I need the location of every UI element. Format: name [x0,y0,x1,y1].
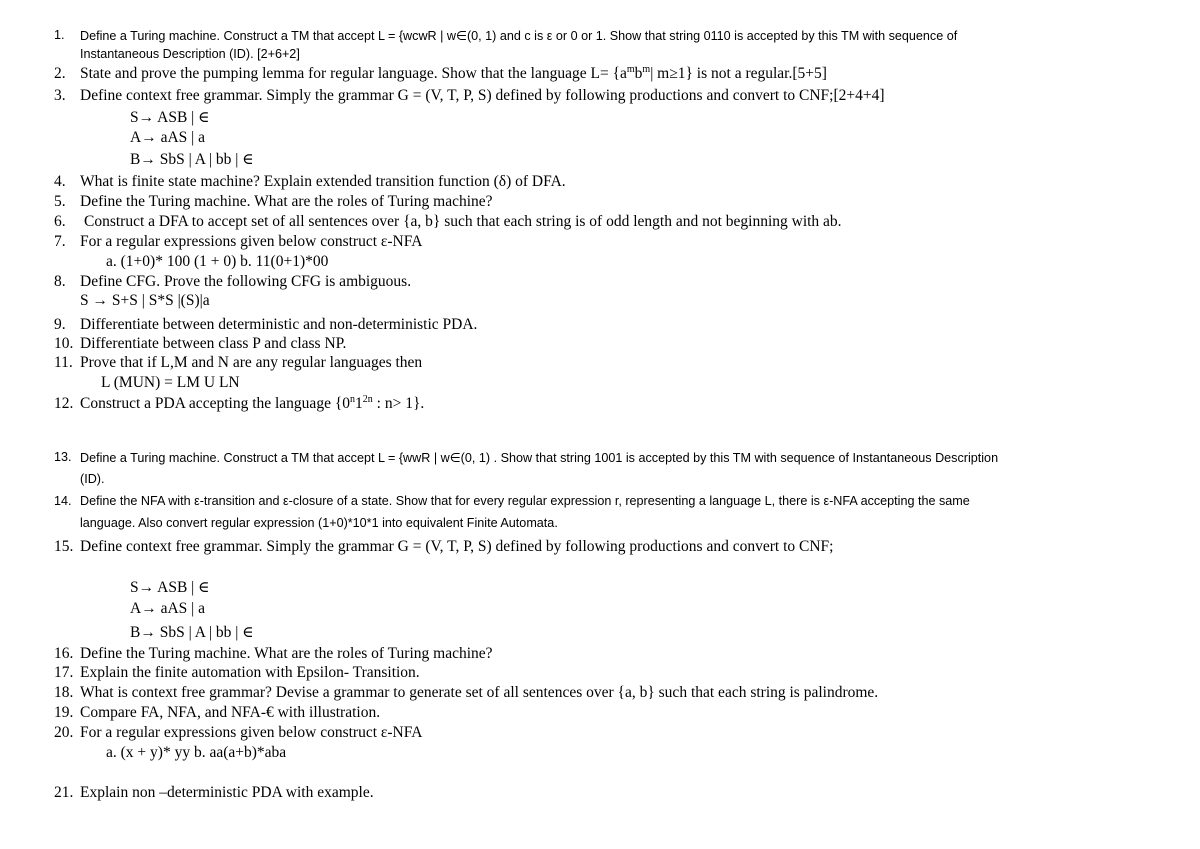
question-text: Define the Turing machine. What are the roles of Turing machine? [80,193,493,210]
production-s: S→ ASB | ∈ [130,109,210,126]
question-text: Define CFG. Prove the following CFG is ambiguous. [80,273,412,290]
question-number: 12. [54,395,74,412]
question-text: Compare FA, NFA, and NFA-€ with illustration. [80,704,381,721]
question-number: 5. [54,193,66,210]
question-text: Explain the finite automation with Epsilon- Transition. [80,664,420,681]
question-number: 8. [54,273,66,290]
question-text: Differentiate between deterministic and non-deterministic PDA. [80,316,478,333]
question-text-cont: language. Also convert regular expression (1+0)*10*1 into equivalent Finite Automata. [80,516,558,530]
question-text: For a regular expressions given below construct ε-NFA [80,724,423,741]
question-number: 3. [54,87,66,104]
text-part: 1 [355,395,363,412]
question-text: Prove that if L,M and N are any regular languages then [80,354,423,371]
question-text: Define a Turing machine. Construct a TM that accept L = {wcwR | w∈(0, 1) and c is ε or 0 or 1. Show that string 0110 is accepted by this TM with sequence of [80,29,958,43]
question-number: 1. [54,28,65,42]
superscript: m [626,63,635,75]
question-number: 21. [54,784,74,801]
question-number: 9. [54,316,66,333]
production-b: B→ SbS | A | bb | ∈ [130,624,254,641]
superscript: m [642,63,651,75]
text-part: | m≥1} is not a regular.[5+5] [650,65,827,82]
question-number: 11. [54,354,73,371]
text-part: b [634,65,643,82]
question-20-parts: a. (x + y)* yy b. aa(a+b)*aba [106,744,287,761]
production-b: B→ SbS | A | bb | ∈ [130,151,254,168]
question-number: 14. [54,494,72,508]
question-number: 20. [54,724,74,741]
question-number: 6. [54,213,66,230]
superscript: n [350,393,356,405]
question-number: 18. [54,684,74,701]
question-text: Define context free grammar. Simply the grammar G = (V, T, P, S) defined by following productions and convert to CNF; [80,538,834,555]
question-text: For a regular expressions given below construct ε-NFA [80,233,423,250]
text-part: State and prove the pumping lemma for regular language. Show that the language L= {a [80,65,627,82]
question-number: 15. [54,538,74,555]
question-text-cont: Instantaneous Description (ID). [2+6+2] [80,47,300,61]
text-part: Construct a PDA accepting the language {0 [80,395,351,412]
question-text-cont: (ID). [80,472,105,486]
question-text: Define the NFA with ε-transition and ε-closure of a state. Show that for every regular expression r, representing a language L, there is ε-NFA accepting the same [80,494,970,508]
superscript: 2n [362,393,373,405]
question-number: 4. [54,173,66,190]
question-text: Differentiate between class P and class NP. [80,335,347,352]
question-number: 19. [54,704,74,721]
question-11-identity: L (MUN) = LM U LN [101,374,240,391]
question-text [80,65,827,83]
production-a: A→ aAS | a [130,600,205,617]
question-text: Define a Turing machine. Construct a TM that accept L = {wwR | w∈(0, 1) . Show that string 1001 is accepted by this TM with sequence of Instantaneous Description [80,451,999,465]
question-text: Construct a DFA to accept set of all sentences over {a, b} such that each string is of odd length and not beginning with ab. [84,213,842,230]
question-text [80,395,424,413]
question-text: What is context free grammar? Devise a grammar to generate set of all sentences over {a, b} such that each string is palindrome. [80,684,879,701]
production-a: A→ aAS | a [130,129,205,146]
question-text: What is finite state machine? Explain extended transition function (δ) of DFA. [80,173,566,190]
text-part: : n> 1}. [372,395,425,412]
question-number: 16. [54,645,74,662]
question-number: 2. [54,65,66,82]
question-text: Define the Turing machine. What are the roles of Turing machine? [80,645,493,662]
question-8-grammar: S → S+S | S*S |(S)|a [80,292,210,309]
question-number: 10. [54,335,74,352]
question-number: 13. [54,450,72,464]
production-s: S→ ASB | ∈ [130,579,210,596]
question-number: 7. [54,233,66,250]
question-text: Explain non –deterministic PDA with example. [80,784,374,801]
question-7-parts: a. (1+0)* 100 (1 + 0) b. 11(0+1)*00 [106,253,329,270]
question-number: 17. [54,664,74,681]
question-text: Define context free grammar. Simply the grammar G = (V, T, P, S) defined by following productions and convert to CNF;[2+4+4] [80,87,885,104]
